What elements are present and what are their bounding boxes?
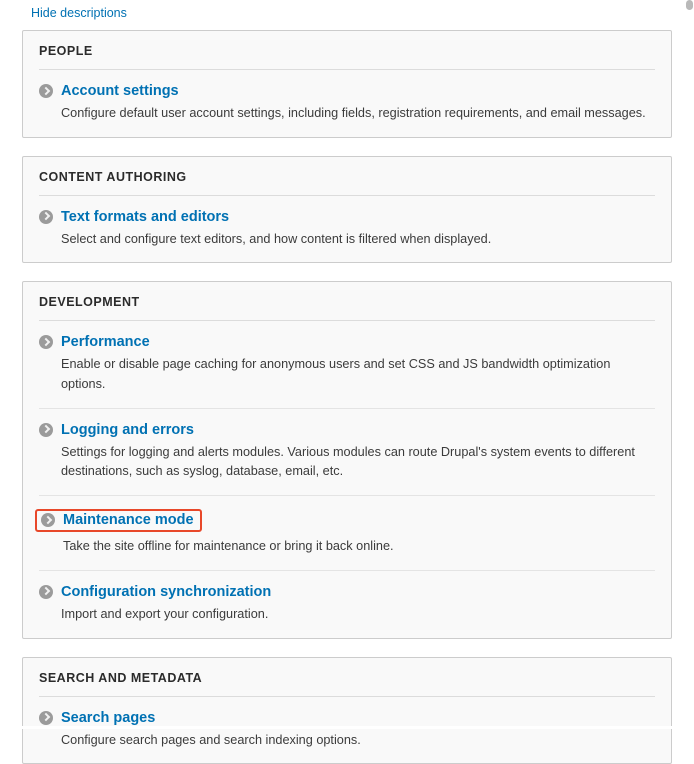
item-description: Take the site offline for maintenance or bring it back online.	[63, 537, 655, 557]
chevron-right-circle-icon	[39, 585, 53, 599]
item-header	[41, 512, 194, 528]
list-item	[39, 196, 655, 263]
scrollbar-thumb[interactable]	[686, 0, 693, 10]
section-content-authoring	[22, 156, 672, 264]
section-people	[22, 30, 672, 138]
list-item	[39, 697, 655, 764]
item-header	[39, 584, 655, 600]
list-item	[39, 496, 655, 571]
link-configuration-synchronization[interactable]: Configuration synchronization	[61, 584, 271, 600]
section-title: PEOPLE	[39, 31, 655, 70]
section-title: CONTENT AUTHORING	[39, 157, 655, 196]
chevron-right-circle-icon	[39, 210, 53, 224]
item-description: Import and export your configuration.	[61, 605, 655, 625]
item-header	[39, 710, 655, 726]
section-search-and-metadata	[22, 657, 672, 764]
link-text-formats-and-editors[interactable]: Text formats and editors	[61, 209, 229, 225]
item-header	[39, 422, 655, 438]
item-description: Select and configure text editors, and how content is filtered when displayed.	[61, 230, 655, 250]
item-description: Configure search pages and search indexing options.	[61, 731, 655, 751]
item-header	[39, 83, 655, 99]
page-scrollbar[interactable]	[686, 0, 694, 729]
item-header	[39, 334, 655, 350]
section-development	[22, 281, 672, 638]
chevron-right-circle-icon	[39, 335, 53, 349]
chevron-right-circle-icon	[39, 423, 53, 437]
item-description: Enable or disable page caching for anonymous users and set CSS and JS bandwidth optimization options.	[61, 355, 655, 394]
link-performance[interactable]: Performance	[61, 334, 150, 350]
chevron-right-circle-icon	[41, 513, 55, 527]
toggle-descriptions	[22, 0, 672, 30]
item-header	[39, 209, 655, 225]
link-maintenance-mode[interactable]: Maintenance mode	[63, 512, 194, 528]
item-description: Settings for logging and alerts modules. Various modules can route Drupal's system events to different destinations, such as syslog, database, email, etc.	[61, 443, 655, 482]
link-search-pages[interactable]: Search pages	[61, 710, 155, 726]
chevron-right-circle-icon	[39, 84, 53, 98]
hide-descriptions-link[interactable]: Hide descriptions	[31, 6, 127, 20]
section-title: SEARCH AND METADATA	[39, 658, 655, 697]
section-title: DEVELOPMENT	[39, 282, 655, 321]
list-item	[39, 321, 655, 408]
chevron-right-circle-icon	[39, 711, 53, 725]
item-description: Configure default user account settings, including fields, registration requirements, and email messages.	[61, 104, 655, 124]
list-item	[39, 70, 655, 137]
list-item	[39, 409, 655, 496]
link-account-settings[interactable]: Account settings	[61, 83, 179, 99]
list-item	[39, 571, 655, 638]
highlight-annotation	[35, 509, 202, 532]
link-logging-and-errors[interactable]: Logging and errors	[61, 422, 194, 438]
